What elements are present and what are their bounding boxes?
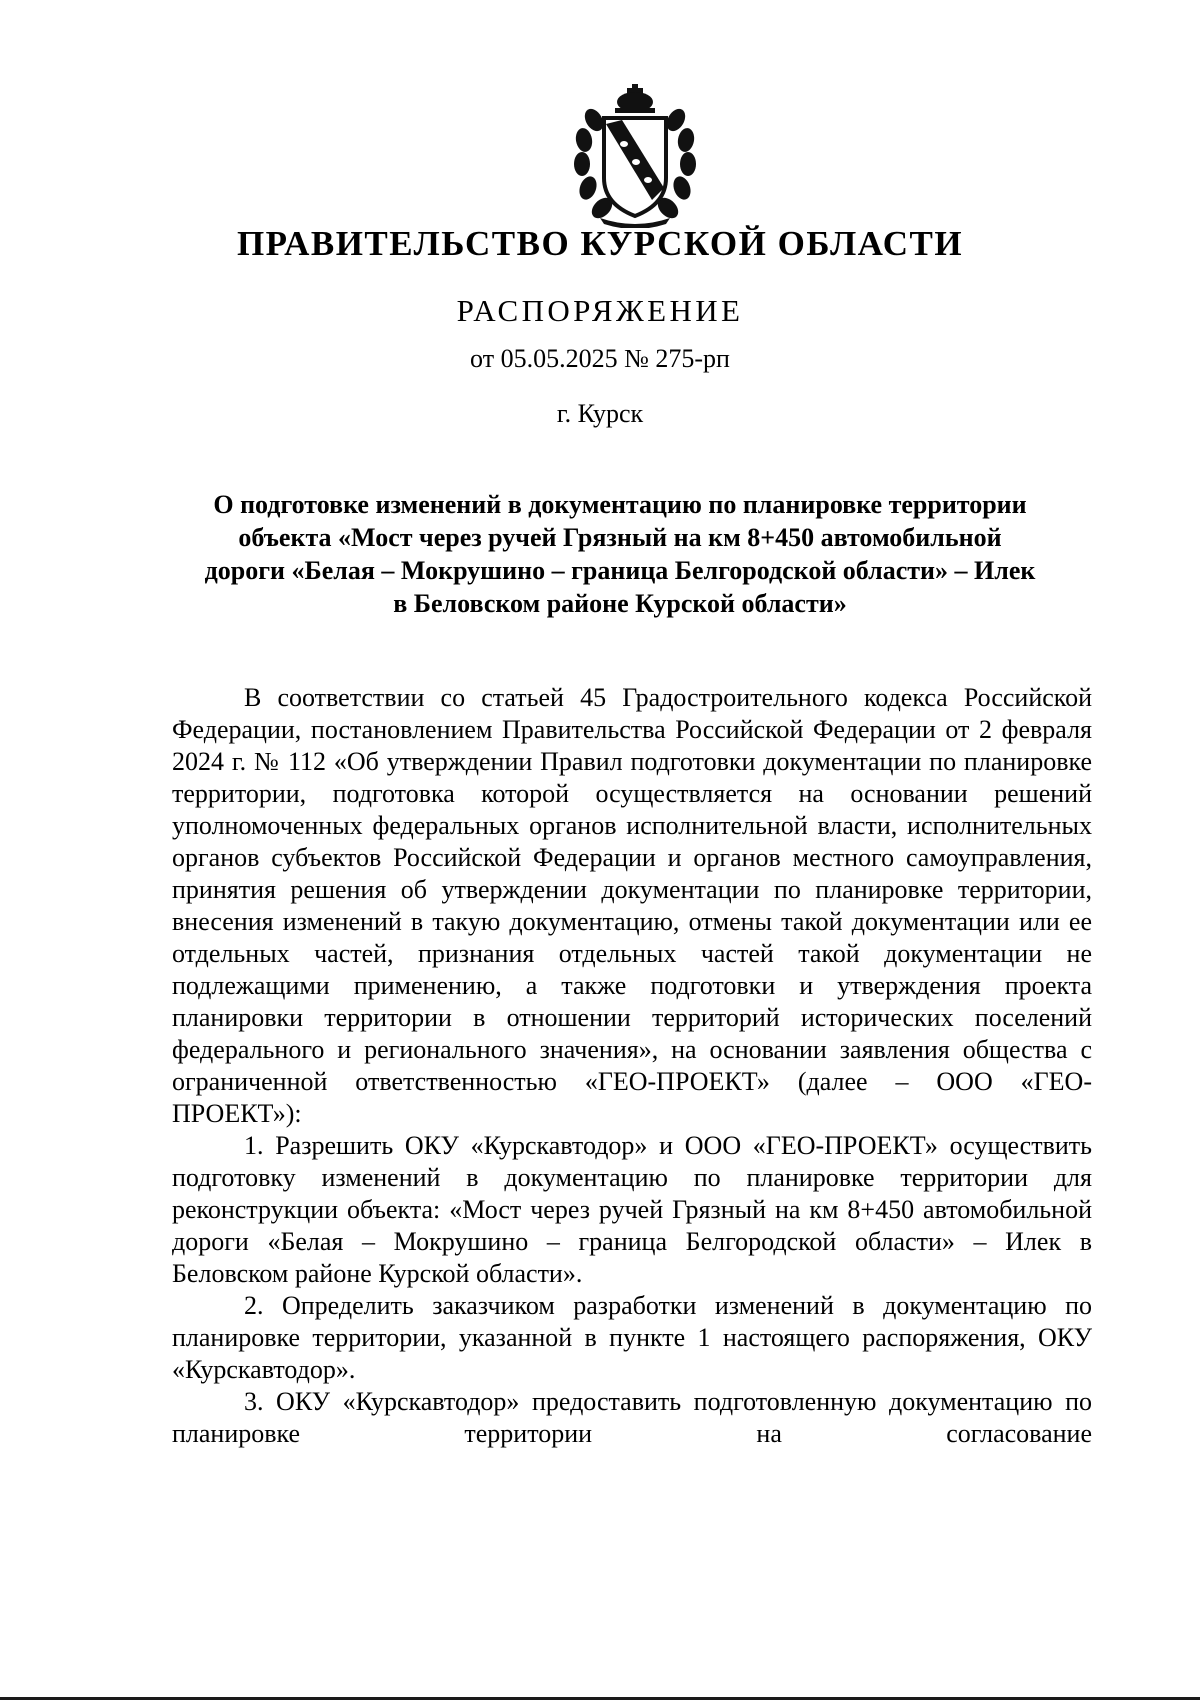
subject-line: дороги «Белая – Мокрушино – граница Белгородской области» – Илек bbox=[204, 556, 1036, 585]
page-bottom-edge bbox=[0, 1697, 1200, 1700]
document-city: г. Курск bbox=[556, 399, 644, 428]
document-subject bbox=[160, 488, 1080, 620]
government-title: ПРАВИТЕЛЬСТВО КУРСКОЙ ОБЛАСТИ bbox=[236, 224, 964, 263]
item-paragraph-2: 2. Определить заказчиком разработки изменений в документацию по планировке территории, указанной в пункте 1 настоящего распоряжения, ОКУ «Курскавтодор». bbox=[172, 1291, 1092, 1384]
preamble-paragraph: В соответствии со статьей 45 Градостроительного кодекса Российской Федерации, постановлением Правительства Российской Федерации от 2 февраля 2024 г. № 112 «Об утверждении Правил подготовки документации по планировке территории, подготовка которой осуществляется на основании решений уполномоченных федеральных органов исполнительной власти, исполнительных органов субъектов Российской Федерации и органов местного самоуправления, принятия решения об утверждении документации по планировке территории, внесения изменений в такую документацию, отмены такой документации или ее отдельных частей, признания отдельных частей такой документации не подлежащими применению, а также подготовки и утверждения проекта планировки территории в отношении территорий исторических поселений федерального и регионального значения», на основании заявления общества с ограниченной ответственностью «ГЕО-ПРОЕКТ» (далее – ООО «ГЕО-ПРОЕКТ»): bbox=[172, 683, 1092, 1128]
kursk-coat-of-arms-emblem bbox=[570, 84, 700, 228]
item-paragraph-3: 3. ОКУ «Курскавтодор» предоставить подготовленную документацию по планировке территории на согласование bbox=[172, 1387, 1092, 1448]
document-number-date: от 05.05.2025 № 275-рп bbox=[470, 344, 730, 373]
subject-line: в Беловском районе Курской области» bbox=[393, 589, 847, 618]
document-body bbox=[172, 682, 1092, 1450]
document-type: РАСПОРЯЖЕНИЕ bbox=[456, 293, 744, 328]
subject-line: О подготовке изменений в документацию по планировке территории bbox=[213, 490, 1027, 519]
item-paragraph-1: 1. Разрешить ОКУ «Курскавтодор» и ООО «ГЕО-ПРОЕКТ» осуществить подготовку изменений в документацию по планировке территории для реконструкции объекта: «Мост через ручей Грязный на км 8+450 автомобильной дороги «Белая – Мокрушино – граница Белгородской области» – Илек в Беловском районе Курской области». bbox=[172, 1131, 1092, 1288]
subject-line: объекта «Мост через ручей Грязный на км 8+450 автомобильной bbox=[238, 523, 1002, 552]
